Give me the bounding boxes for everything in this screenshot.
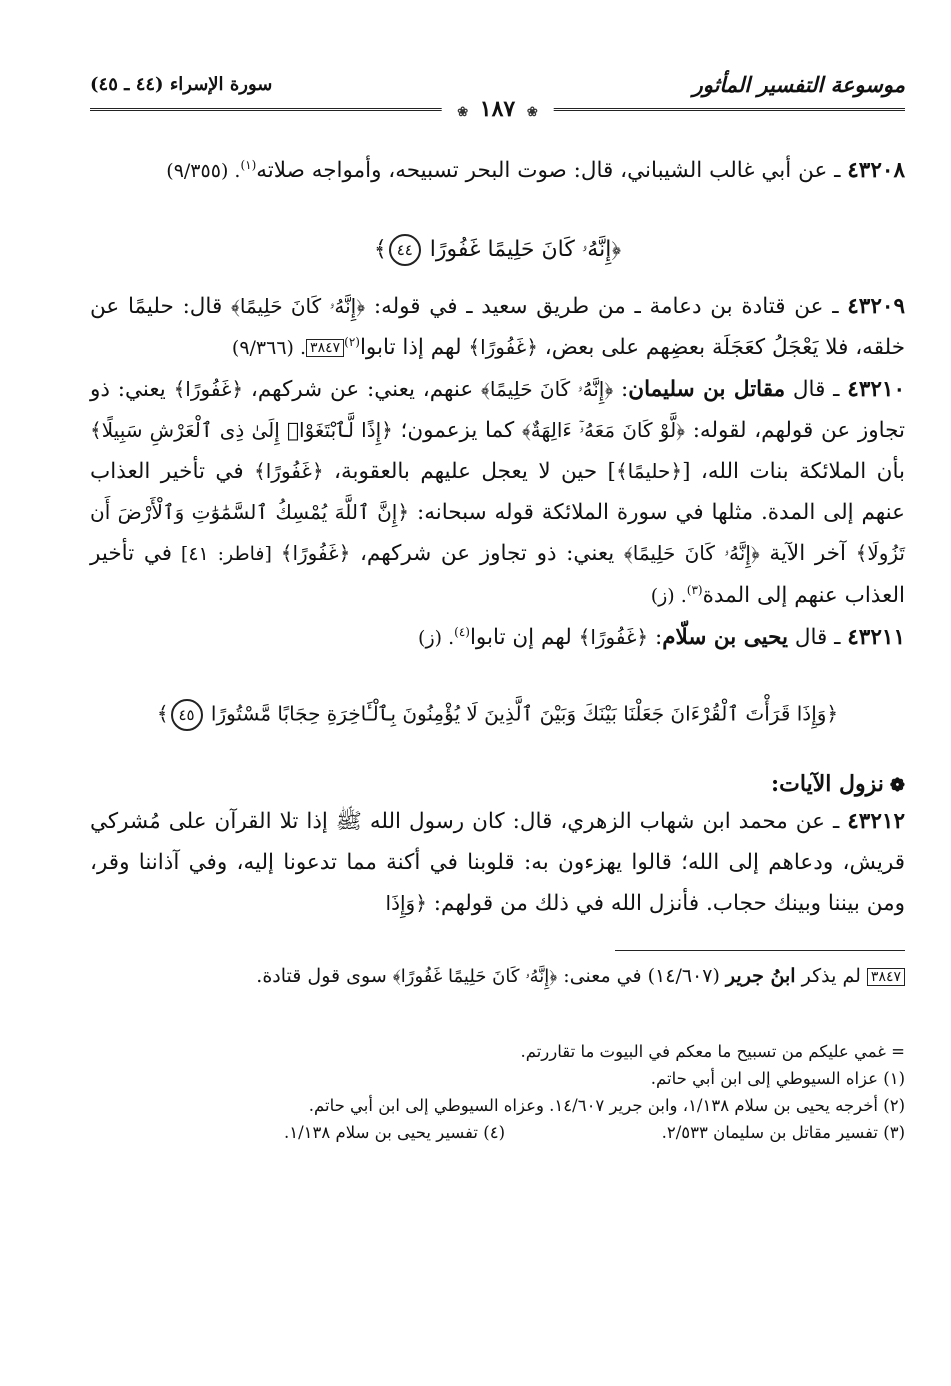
narration-text: لهم إذا تابوا (359, 335, 469, 360)
book-title: موسوعة التفسير المأثور (692, 72, 905, 97)
narration-text: ـ قال (787, 625, 848, 650)
narration-text: ] حين لا يعجل عليهم بالعقوبة، (323, 459, 616, 484)
narration-text: ـ عن أبي غالب الشيباني، قال: صوت البحر تسبيحه، وأمواجه صلاته (256, 158, 848, 183)
narration-text: كما يزعمون؛ (392, 418, 522, 443)
narrator-name: مقاتل بن سليمان (628, 377, 786, 402)
quran-quote: ﴿لَّوْ كَانَ مَعَهُۥٓ ءَالِهَةٌ﴾ (521, 418, 686, 442)
page (90, 62, 905, 1332)
quran-quote: ﴿غَفُورًا﴾ (254, 459, 324, 483)
narration-text: يعني: ذو تجاوز عن قولهم، لقوله: (90, 377, 905, 443)
narration-number: ٤٣٢١١ (847, 625, 905, 650)
footnote-4: (٤) تفسير يحيى بن سلام ١/١٣٨. (284, 1123, 505, 1142)
narration-text: : (613, 377, 629, 402)
quran-quote: ﴿حليمًا﴾ (615, 459, 683, 483)
footnote-continuation: = غمي عليكم من تسبيح ما معكم في البيوت ما تقاررتم. (520, 1042, 905, 1061)
verse-text: ﴿إِنَّهُۥ كَانَ حَلِيمًا غَفُورًا (429, 237, 622, 262)
footnote-3: (٣) تفسير مقاتل بن سليمان ٢/٥٣٣. (661, 1123, 905, 1142)
footnote-marker: (٢) (344, 334, 360, 349)
quran-quote: ﴿وَإِذَا (385, 891, 427, 915)
surah-citation: [فاطر: ٤١] (172, 543, 281, 565)
section-title: نزول الآيات: (771, 771, 884, 797)
narration-text: في تأخير العذاب عنهم إلى المدة. مثلها في سورة الملائكة قوله سبحانه: (90, 459, 905, 525)
narration-number: ٤٣٢١٢ (847, 809, 905, 834)
narration-text: ـ عن محمد ابن شهاب الزهري، قال: كان رسول الله ﷺ إذا تلا القرآن على مُشركي قريش، ودعاهم إلى الله؛ قالوا يهزءون به: قلوبنا في أكنة مما تدعونا إليه، وفي آذاننا وقر، ومن بيننا وبينك حجاب. فأنزل الله في ذلك من قولهم: (90, 809, 905, 916)
ayah-number: ٤٤ (389, 234, 421, 266)
page-number: ١٨٧ (479, 96, 516, 122)
footnotes (90, 1038, 905, 1146)
narration-text: : (648, 625, 663, 650)
note-name: ابنُ جرير (725, 965, 796, 987)
source-ref: . (٩/٣٦٦) (231, 337, 307, 359)
narration-text: في تأخير العذاب عنهم إلى المدة (90, 541, 905, 608)
quran-quote: ﴿غَفُورًا﴾ (280, 541, 351, 565)
verse-text: ﴿وَإِذَا قَرَأْتَ ٱلْقُرْءَانَ جَعَلْنَا بَيْنَكَ وَبَيْنَ ٱلَّذِينَ لَا يُؤْمِنُونَ بِٱلْـَٔاخِرَةِ حِجَابًا مَّسْتُورًا (210, 701, 839, 726)
source-ref: . (٩/٣٥٥) (166, 160, 241, 182)
quran-quote: ﴿غَفُورًا﴾ (578, 625, 649, 649)
narration-text: ـ عن قتادة بن دعامة ـ من طريق سعيد ـ في قوله: (365, 294, 848, 319)
narration-text: قال: حليمًا عن خلقه، فلا يَعْجَلُ كعَجَلَة بعضِهم على بعض، (90, 294, 905, 360)
quran-quote: ﴿إِنَّهُۥ كَانَ حَلِيمًا﴾ (231, 294, 366, 318)
commentary-note (90, 959, 905, 994)
footnote-row (90, 1119, 905, 1146)
note-text: سوى قول قتادة. (256, 965, 393, 987)
quran-quote: ﴿إِذًا لَّٱبْتَغَوْا۟ إِلَىٰ ذِى ٱلْعَرْشِ سَبِيلًا﴾ (90, 418, 393, 442)
verse-45 (90, 699, 905, 731)
quran-quote: ﴿إِنَّهُۥ كَانَ حَلِيمًا﴾ (481, 377, 614, 401)
verse-44 (90, 234, 905, 266)
footnote-marker: (١) (240, 157, 257, 172)
narration-43211 (90, 617, 905, 659)
narration-43208 (90, 150, 905, 192)
note-marker-box: ٣٨٤٧ (306, 339, 344, 357)
narration-text: ـ قال (785, 377, 848, 402)
narration-text: يعني: ذو تجاوز عن شركهم، (350, 541, 624, 566)
narration-text: لهم إن تابوا (469, 625, 579, 650)
note-text: (١٤/٦٠٧) في معنى: (557, 965, 726, 987)
source-ref: . (ز) (650, 585, 687, 607)
narration-text: بأن الملائكة بنات الله، [ (682, 459, 905, 484)
note-text: لم يذكر (795, 965, 867, 987)
section-heading (90, 771, 905, 797)
page-header (90, 62, 905, 120)
footnote-marker: (٤) (454, 624, 470, 639)
footnote-marker: (٣) (686, 582, 703, 597)
narration-text: آخر الآية (759, 541, 856, 566)
narration-number: ٤٣٢٠٨ (847, 158, 905, 183)
footnote-1: (١) عزاه السيوطي إلى ابن أبي حاتم. (650, 1069, 905, 1088)
narration-43210 (90, 369, 905, 617)
narration-43212 (90, 801, 905, 924)
source-ref: . (ز) (418, 627, 455, 649)
quran-quote: ﴿إِنَّهُۥ كَانَ حَلِيمًا﴾ (623, 541, 760, 565)
surah-title: سورة الإسراء (٤٤ ـ ٤٥) (90, 74, 273, 95)
page-number-box (441, 96, 554, 122)
quran-quote: ﴿غَفُورًا﴾ (173, 377, 244, 401)
ornament-icon: ❀ (457, 105, 469, 120)
note-rule (615, 950, 905, 951)
narration-43209 (90, 286, 905, 369)
ornament-icon: ❀ (526, 105, 538, 120)
quran-quote: ﴿إِنَّهُۥ كَانَ حَلِيمًا غَفُورًا﴾ (392, 966, 558, 987)
narration-number: ٤٣٢٠٩ (847, 294, 905, 319)
narration-text: عنهم، يعني: عن شركهم، (243, 377, 482, 402)
flower-icon: ❁ (889, 775, 905, 796)
verse-close: ﴾ (373, 237, 387, 262)
footnote-2: (٢) أخرجه يحيى بن سلام ١/١٣٨، وابن جرير ١٤/٦٠٧. وعزاه السيوطي إلى ابن أبي حاتم. (308, 1096, 905, 1115)
quran-quote: ﴿إِنَّ ٱللَّهَ يُمْسِكُ ٱلسَّمَٰوَٰتِ وَٱلْأَرْضَ أَن تَزُولَا﴾ (90, 500, 905, 565)
quran-quote: ﴿غَفُورًا﴾ (468, 335, 538, 359)
verse-close: ﴾ (156, 701, 169, 726)
ayah-number: ٤٥ (171, 699, 203, 731)
narrator-name: يحيى بن سلّام (662, 625, 788, 650)
narration-number: ٤٣٢١٠ (847, 377, 906, 402)
note-marker-box: ٣٨٤٧ (867, 968, 905, 986)
